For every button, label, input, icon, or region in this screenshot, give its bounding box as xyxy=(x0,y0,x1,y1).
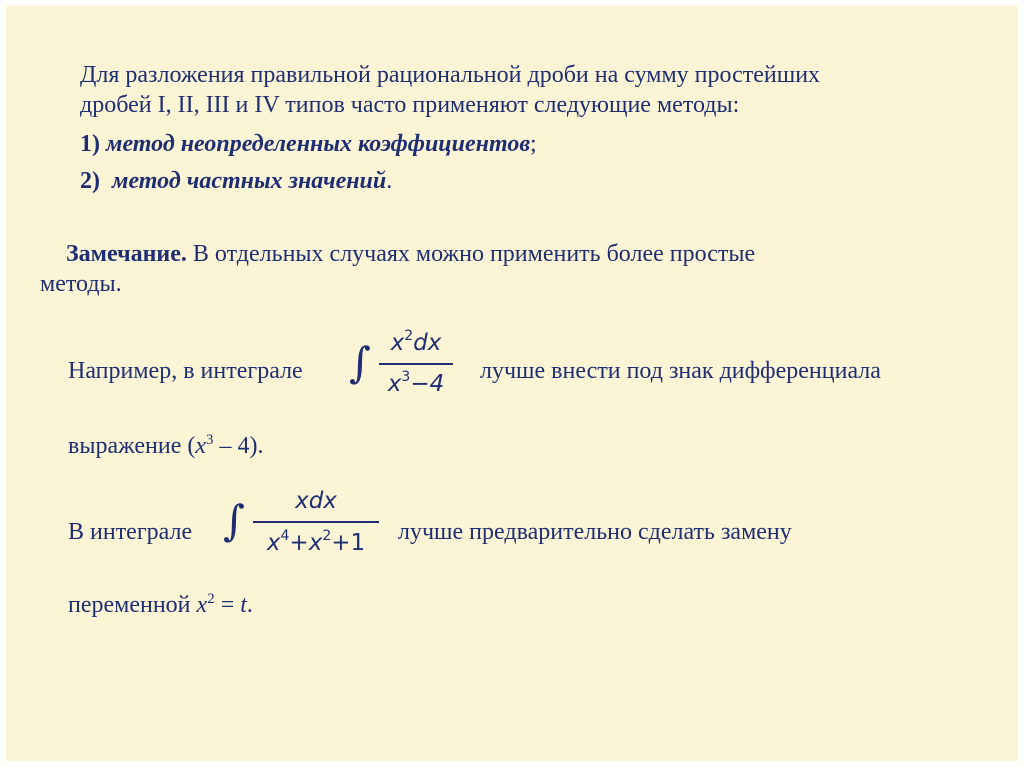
method-name: метод неопределенных коэффициентов xyxy=(106,131,531,157)
example1-lead: Например, в интеграле xyxy=(68,358,303,384)
fraction-denominator: $x^4+x^2+1$ xyxy=(266,528,366,556)
example1-line-2: выражение $(x^3 - 4)$. xyxy=(68,432,264,459)
example1-tail: лучше внести под знак дифференциала xyxy=(480,358,881,384)
integral-formula-1 xyxy=(349,328,469,408)
remark-label: Замечание. xyxy=(66,241,187,267)
slide xyxy=(6,6,1018,761)
remark-line-1: Замечание. В отдельных случаях можно применить более простые xyxy=(66,241,756,267)
method-number: 1) xyxy=(80,131,100,157)
intro-line-2: дробей I, II, III и IV типов часто применяют следующие методы: xyxy=(80,92,740,118)
intro-line-1: Для разложения правильной рациональной дроби на сумму простейших xyxy=(80,62,821,88)
fraction-bar xyxy=(379,363,453,365)
example2-tail: лучше предварительно сделать замену xyxy=(398,519,792,545)
integral-formula-2 xyxy=(223,484,393,568)
fraction-numerator: $x^2dx$ xyxy=(390,328,442,356)
method-name: метод частных значений xyxy=(112,168,387,194)
fraction-denominator: $x^3-4$ xyxy=(387,369,445,397)
fraction-numerator: xdx xyxy=(295,488,337,514)
method-item-1: 1) метод неопределенных коэффициентов; xyxy=(80,131,537,157)
integral-sign: ∫ xyxy=(349,338,371,387)
fraction-bar xyxy=(253,521,379,523)
method-item-2: 2) метод частных значений. xyxy=(80,168,393,194)
remark-line-2: методы. xyxy=(40,271,122,297)
method-number: 2) xyxy=(80,168,100,194)
integral-sign: ∫ xyxy=(223,496,245,545)
example2-lead: В интеграле xyxy=(68,519,193,545)
example2-line-2: переменной $x^2 = t$. xyxy=(68,591,253,618)
